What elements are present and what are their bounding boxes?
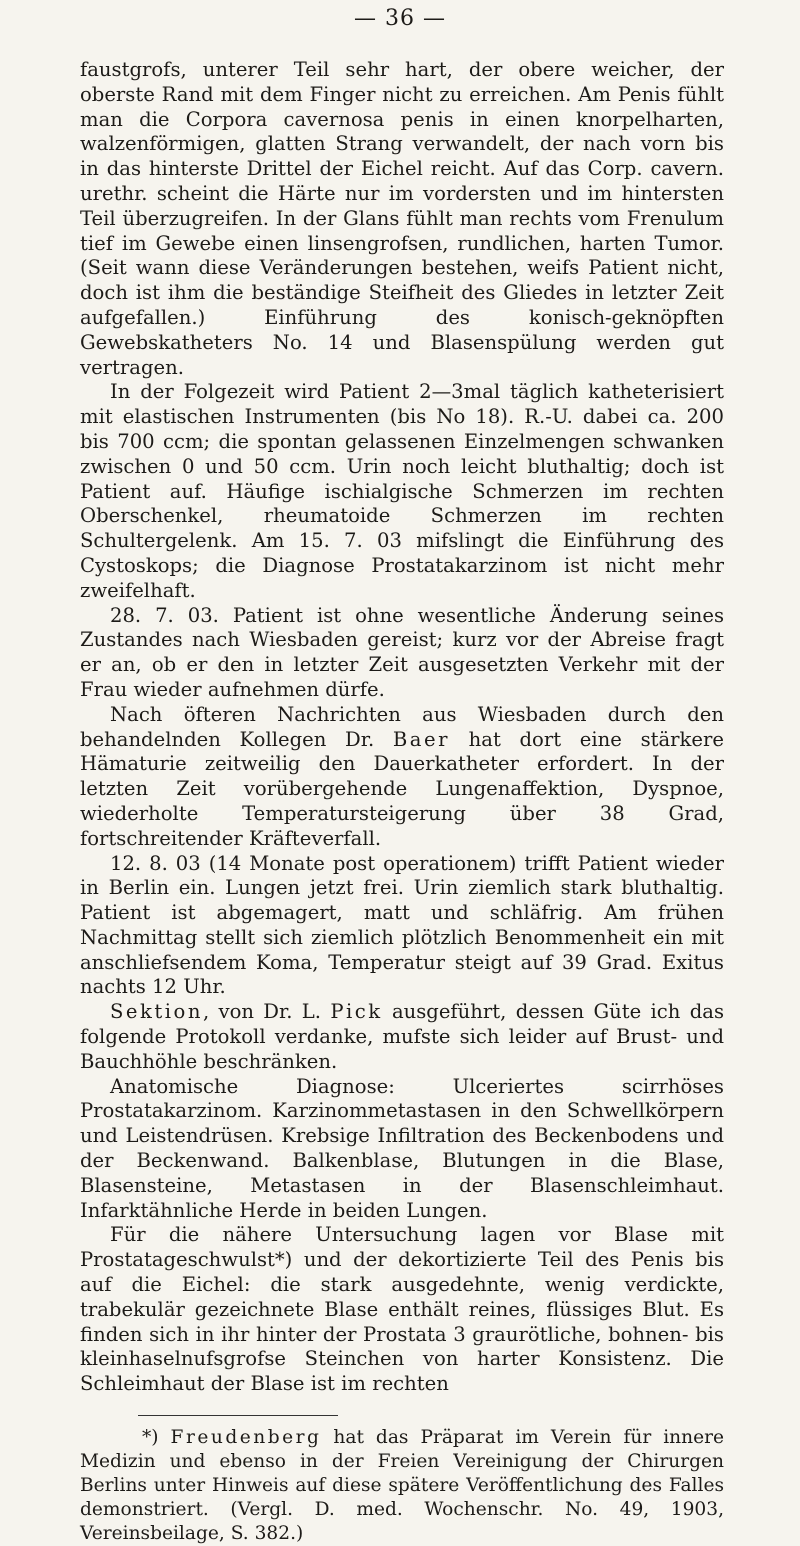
body-text bbox=[80, 58, 724, 1397]
doctor-name-freudenberg: Freudenberg bbox=[170, 1427, 322, 1449]
doctor-name-pick: Pick bbox=[330, 1000, 383, 1024]
sektion-text-after: ausgeführt, dessen Güte ich das folgende Protokoll verdanke, mufste sich leider auf Brust- und Bauchhöhle beschränken. bbox=[80, 1000, 724, 1073]
paragraph-wiesbaden-trip: 28. 7. 03. Patient ist ohne wesentliche Änderung seines Zustandes nach Wiesbaden gereist; kurz vor der Abreise fragt er an, ob er den in letzter Zeit ausgesetzten Verkehr mit der Frau wieder aufnehmen dürfe. bbox=[80, 603, 724, 701]
doctor-name-baer: Baer bbox=[392, 727, 450, 751]
footnote-text bbox=[80, 1426, 724, 1546]
wiesbaden-text-after: hat dort eine stärkere Hämaturie zeitweilig den Dauerkatheter erfordert. In der letzten Zeit vorübergehende Lungenaffektion, Dyspnoe, wiederholte Temperatursteigerung über 38 Grad, fortschreitender Kräfteverfall. bbox=[80, 727, 724, 850]
paragraph-examination-details: Für die nähere Untersuchung lagen vor Blase mit Prostatageschwulst*) und der dekortizierte Teil des Penis bis auf die Eichel: die stark ausgedehnte, wenig verdickte, trabekulär gezeichnete Blase enthält reines, flüssiges Blut. Es finden sich in ihr hinter der Prostata 3 graurötliche, bohnen- bis kleinhaselnufsgrofse Steinchen von harter Konsistenz. Die Schleimhaut der Blase ist im rechten bbox=[80, 1223, 724, 1396]
page-number: — 36 — bbox=[354, 6, 446, 31]
footnote-body: hat das Präparat im Verein für innere Medizin und ebenso in der Freien Vereinigung der Chirurgen Berlins unter Hinweis auf diese spätere Veröffentlichung des Falles demonstriert. (Vergl. D. med. Wochenschr. No. 49, 1903, Vereinsbeilage, S. 382.) bbox=[80, 1427, 724, 1545]
footnote bbox=[80, 1426, 724, 1546]
paragraph-return-berlin: 12. 8. 03 (14 Monate post operationem) trifft Patient wieder in Berlin ein. Lungen jetzt frei. Urin ziemlich stark bluthaltig. Patient ist abgemagert, matt und schläfrig. Am frühen Nachmittag stellt sich ziemlich plötzlich Benommenheit ein mit anschliefsendem Koma, Temperatur steigt auf 39 Grad. Exitus nachts 12 Uhr. bbox=[80, 851, 724, 999]
footnote-marker: *) bbox=[142, 1427, 171, 1449]
wiesbaden-text-before: Nach öfteren Nachrichten aus Wiesbaden durch den behandelnden Kollegen Dr. bbox=[80, 702, 724, 751]
paragraph-wiesbaden-news bbox=[80, 703, 724, 852]
paragraph-followup: In der Folgezeit wird Patient 2—3mal täglich katheterisiert mit elastischen Instrumenten (bis No 18). R.-U. dabei ca. 200 bis 700 ccm; die spontan gelassenen Einzelmengen schwanken zwischen 0 und 50 ccm. Urin noch leicht bluthaltig; doch ist Patient auf. Häufige ischialgische Schmerzen im rechten Oberschenkel, rheumatoide Schmerzen im rechten Schultergelenk. Am 15. 7. 03 mifslingt die Einführung des Cystoskops; die Diagnose Prostatakarzinom ist nicht mehr zweifelhaft. bbox=[80, 380, 724, 602]
paragraph-examination: faustgrofs, unterer Teil sehr hart, der obere weicher, der oberste Rand mit dem Finger nicht zu erreichen. Am Penis fühlt man die Corpora cavernosa penis in einen knorpelharten, walzenförmigen, glatten Strang verwandelt, der nach vorn bis in das hinterste Drittel der Eichel reicht. Auf das Corp. cavern. urethr. scheint die Härte nur im vordersten und im hintersten Teil überzugreifen. In der Glans fühlt man rechts vom Frenulum tief im Gewebe einen linsengrofsen, rundlichen, harten Tumor. (Seit wann diese Veränderungen bestehen, weifs Patient nicht, doch ist ihm die beständige Steifheit des Gliedes in letzter Zeit aufgefallen.) Einführung des konisch-geknöpften Gewebskatheters No. 14 und Blasenspülung werden gut vertragen. bbox=[80, 58, 724, 379]
sektion-middle: , von Dr. L. bbox=[202, 1000, 331, 1024]
footnote-divider bbox=[138, 1415, 338, 1416]
sektion-label: Sektion bbox=[110, 1000, 203, 1024]
paragraph-sektion bbox=[80, 1000, 724, 1074]
paragraph-anatomical-diagnosis: Anatomische Diagnose: Ulceriertes scirrhöses Prostatakarzinom. Karzinommetastasen in den Schwellkörpern und Leistendrüsen. Krebsige Infiltration des Beckenbodens und der Beckenwand. Balkenblase, Blutungen in die Blase, Blasensteine, Metastasen in der Blasenschleimhaut. Infarktähnliche Herde in beiden Lungen. bbox=[80, 1074, 724, 1222]
